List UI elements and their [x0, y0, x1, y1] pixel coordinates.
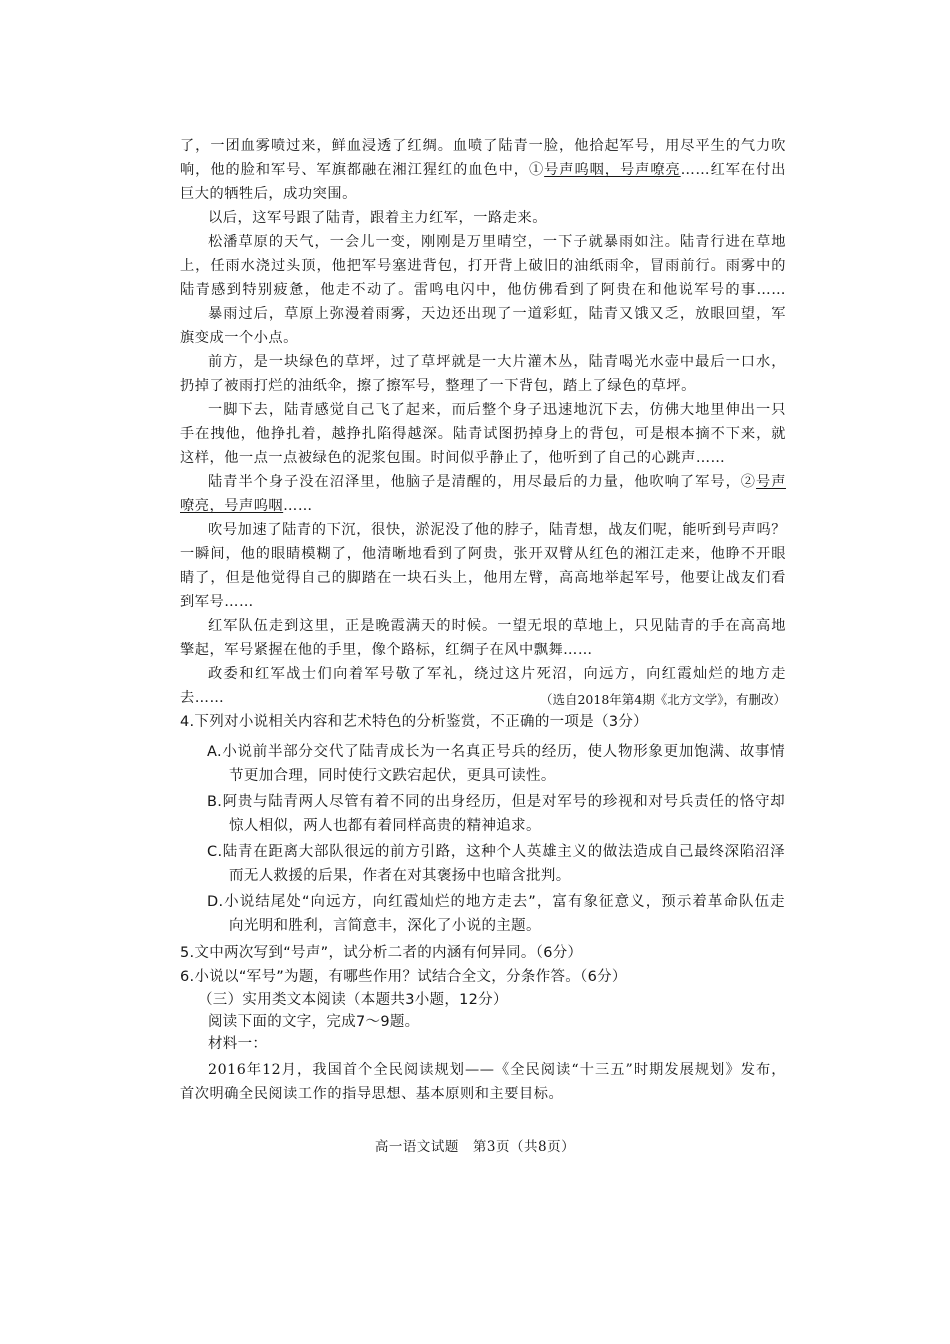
story-line: 到军号……	[180, 594, 254, 610]
option-b: B.阿贵与陆青两人尽管有着不同的出身经历，但是对军号的珍视和对号兵责任的恪守却	[207, 794, 785, 810]
story-line: 睛了，但是他觉得自己的脚踏在一块石头上，他用左臂，高高地举起军号，他要让战友们看	[180, 570, 786, 586]
story-line: 前方，是一块绿色的草坪，过了草坪就是一大片灌木丛，陆青喝光水壶中最后一口水，	[208, 354, 786, 370]
story-line: 以后，这军号跟了陆青，跟着主力红军，一路走来。	[208, 210, 547, 226]
story-line: 这样，他一点一点被绿色的泥浆包围。时间似乎静止了，他听到了自己的心跳声……	[180, 450, 726, 466]
story-line: 旗变成一个小点。	[180, 330, 298, 346]
option-d-cont: 向光明和胜利，言简意丰，深化了小说的主题。	[229, 918, 541, 934]
material-1-label: 材料一：	[208, 1036, 268, 1052]
question-5: 5.文中两次写到“号声”，试分析二者的内涵有何异同。（6分）	[180, 945, 583, 961]
option-a-cont: 节更加合理，同时使行文跌宕起伏，更具可读性。	[229, 768, 556, 784]
story-line	[208, 471, 786, 493]
underlined-phrase-2: 号声	[756, 474, 786, 490]
story-line	[180, 495, 786, 517]
story-line: 巨大的牺牲后，成功突围。	[180, 186, 357, 202]
option-a: A.小说前半部分交代了陆青成长为一名真正号兵的经历，使人物形象更加饱满、故事情	[207, 744, 785, 760]
story-line: 吹号加速了陆青的下沉，很快，淤泥没了他的脖子，陆青想，战友们呢，能听到号声吗？	[208, 522, 786, 538]
story-line: 政委和红军战士们向着军号敬了军礼，绕过这片死沼，向远方，向红霞灿烂的地方走	[208, 666, 786, 682]
story-text: 响，他的脸和军号、军旗都融在湘江猩红的血色中，①	[180, 162, 545, 178]
story-line: 了，一团血雾喷过来，鲜血浸透了红绸。血喷了陆青一脸，他拾起军号，用尽平生的气力吹	[180, 138, 786, 154]
material-line: 2016年12月，我国首个全民阅读规划——《全民阅读“十三五”时期发展规划》发布，	[208, 1062, 786, 1078]
story-text: 陆青半个身子没在沼泽里，他脑子是清醒的，用尽最后的力量，他吹响了军号，②	[208, 474, 757, 490]
story-line: 陆青感到特别疲惫，他走不动了。雷鸣电闪中，他仿佛看到了阿贵在和他说军号的事……	[180, 282, 786, 298]
story-line: 上，任雨水浇过头顶，他把军号塞进背包，打开背上破旧的油纸雨伞，冒雨前行。雨雾中的	[180, 258, 786, 274]
story-line: 扔掉了被雨打烂的油纸伞，擦了擦军号，整理了一下背包，踏上了绿色的草坪。	[180, 378, 696, 394]
story-line: 暴雨过后，草原上弥漫着雨雾，天边还出现了一道彩虹，陆青又饿又乏，放眼回望，军	[208, 306, 786, 322]
story-line: 去……	[180, 690, 225, 706]
question-4-stem: 4.下列对小说相关内容和艺术特色的分析鉴赏，不正确的一项是（3分）	[180, 714, 648, 730]
source-citation: （选自2018年第4期《北方文学》，有删改）	[539, 692, 786, 707]
question-6: 6.小说以“军号”为题，有哪些作用？试结合全文，分条作答。（6分）	[180, 969, 627, 985]
option-b-cont: 惊人相似，两人也都有着同样高贵的精神追求。	[229, 818, 541, 834]
story-line: 一脚下去，陆青感觉自己飞了起来，而后整个身子迅速地沉下去，仿佛大地里伸出一只	[208, 402, 786, 418]
section-3-instruction: 阅读下面的文字，完成7～9题。	[208, 1014, 420, 1030]
section-3-title: （三）实用类文本阅读（本题共3小题，12分）	[198, 992, 508, 1008]
story-line: 一瞬间，他的眼睛模糊了，他清晰地看到了阿贵，张开双臂从红色的湘江走来，他睁不开眼	[180, 546, 786, 562]
underlined-phrase-1: 号声呜咽，号声嘹亮	[544, 162, 681, 178]
material-line: 首次明确全民阅读工作的指导思想、基本原则和主要目标。	[180, 1086, 564, 1102]
option-c-cont: 而无人救援的后果，作者在对其褒扬中也暗含批判。	[229, 868, 571, 884]
underlined-phrase-2-cont: 嘹亮，号声呜咽	[180, 498, 284, 514]
option-c: C.陆青在距离大部队很远的前方引路，这种个人英雄主义的做法造成自己最终深陷沼泽	[207, 844, 785, 860]
story-line: 松潘草原的天气，一会儿一变，刚刚是万里晴空，一下子就暴雨如注。陆青行进在草地	[208, 234, 786, 250]
option-d: D.小说结尾处“向远方，向红霞灿烂的地方走去”，富有象征意义，预示着革命队伍走	[207, 894, 785, 910]
story-line	[180, 159, 786, 181]
story-text: ……红军在付出	[680, 162, 787, 178]
page-footer: 高一语文试题 第3页（共8页）	[374, 1139, 576, 1155]
story-line: 擎起，军号紧握在他的手里，像个路标，红绸子在风中飘舞……	[180, 642, 593, 658]
story-line: 手在拽他，他挣扎着，越挣扎陷得越深。陆青试图扔掉身上的背包，可是根本摘不下来，就	[180, 426, 786, 442]
story-line: 红军队伍走到这里，正是晚霞满天的时候。一望无垠的草地上，只见陆青的手在高高地	[208, 618, 786, 634]
story-text: ……	[283, 498, 313, 514]
